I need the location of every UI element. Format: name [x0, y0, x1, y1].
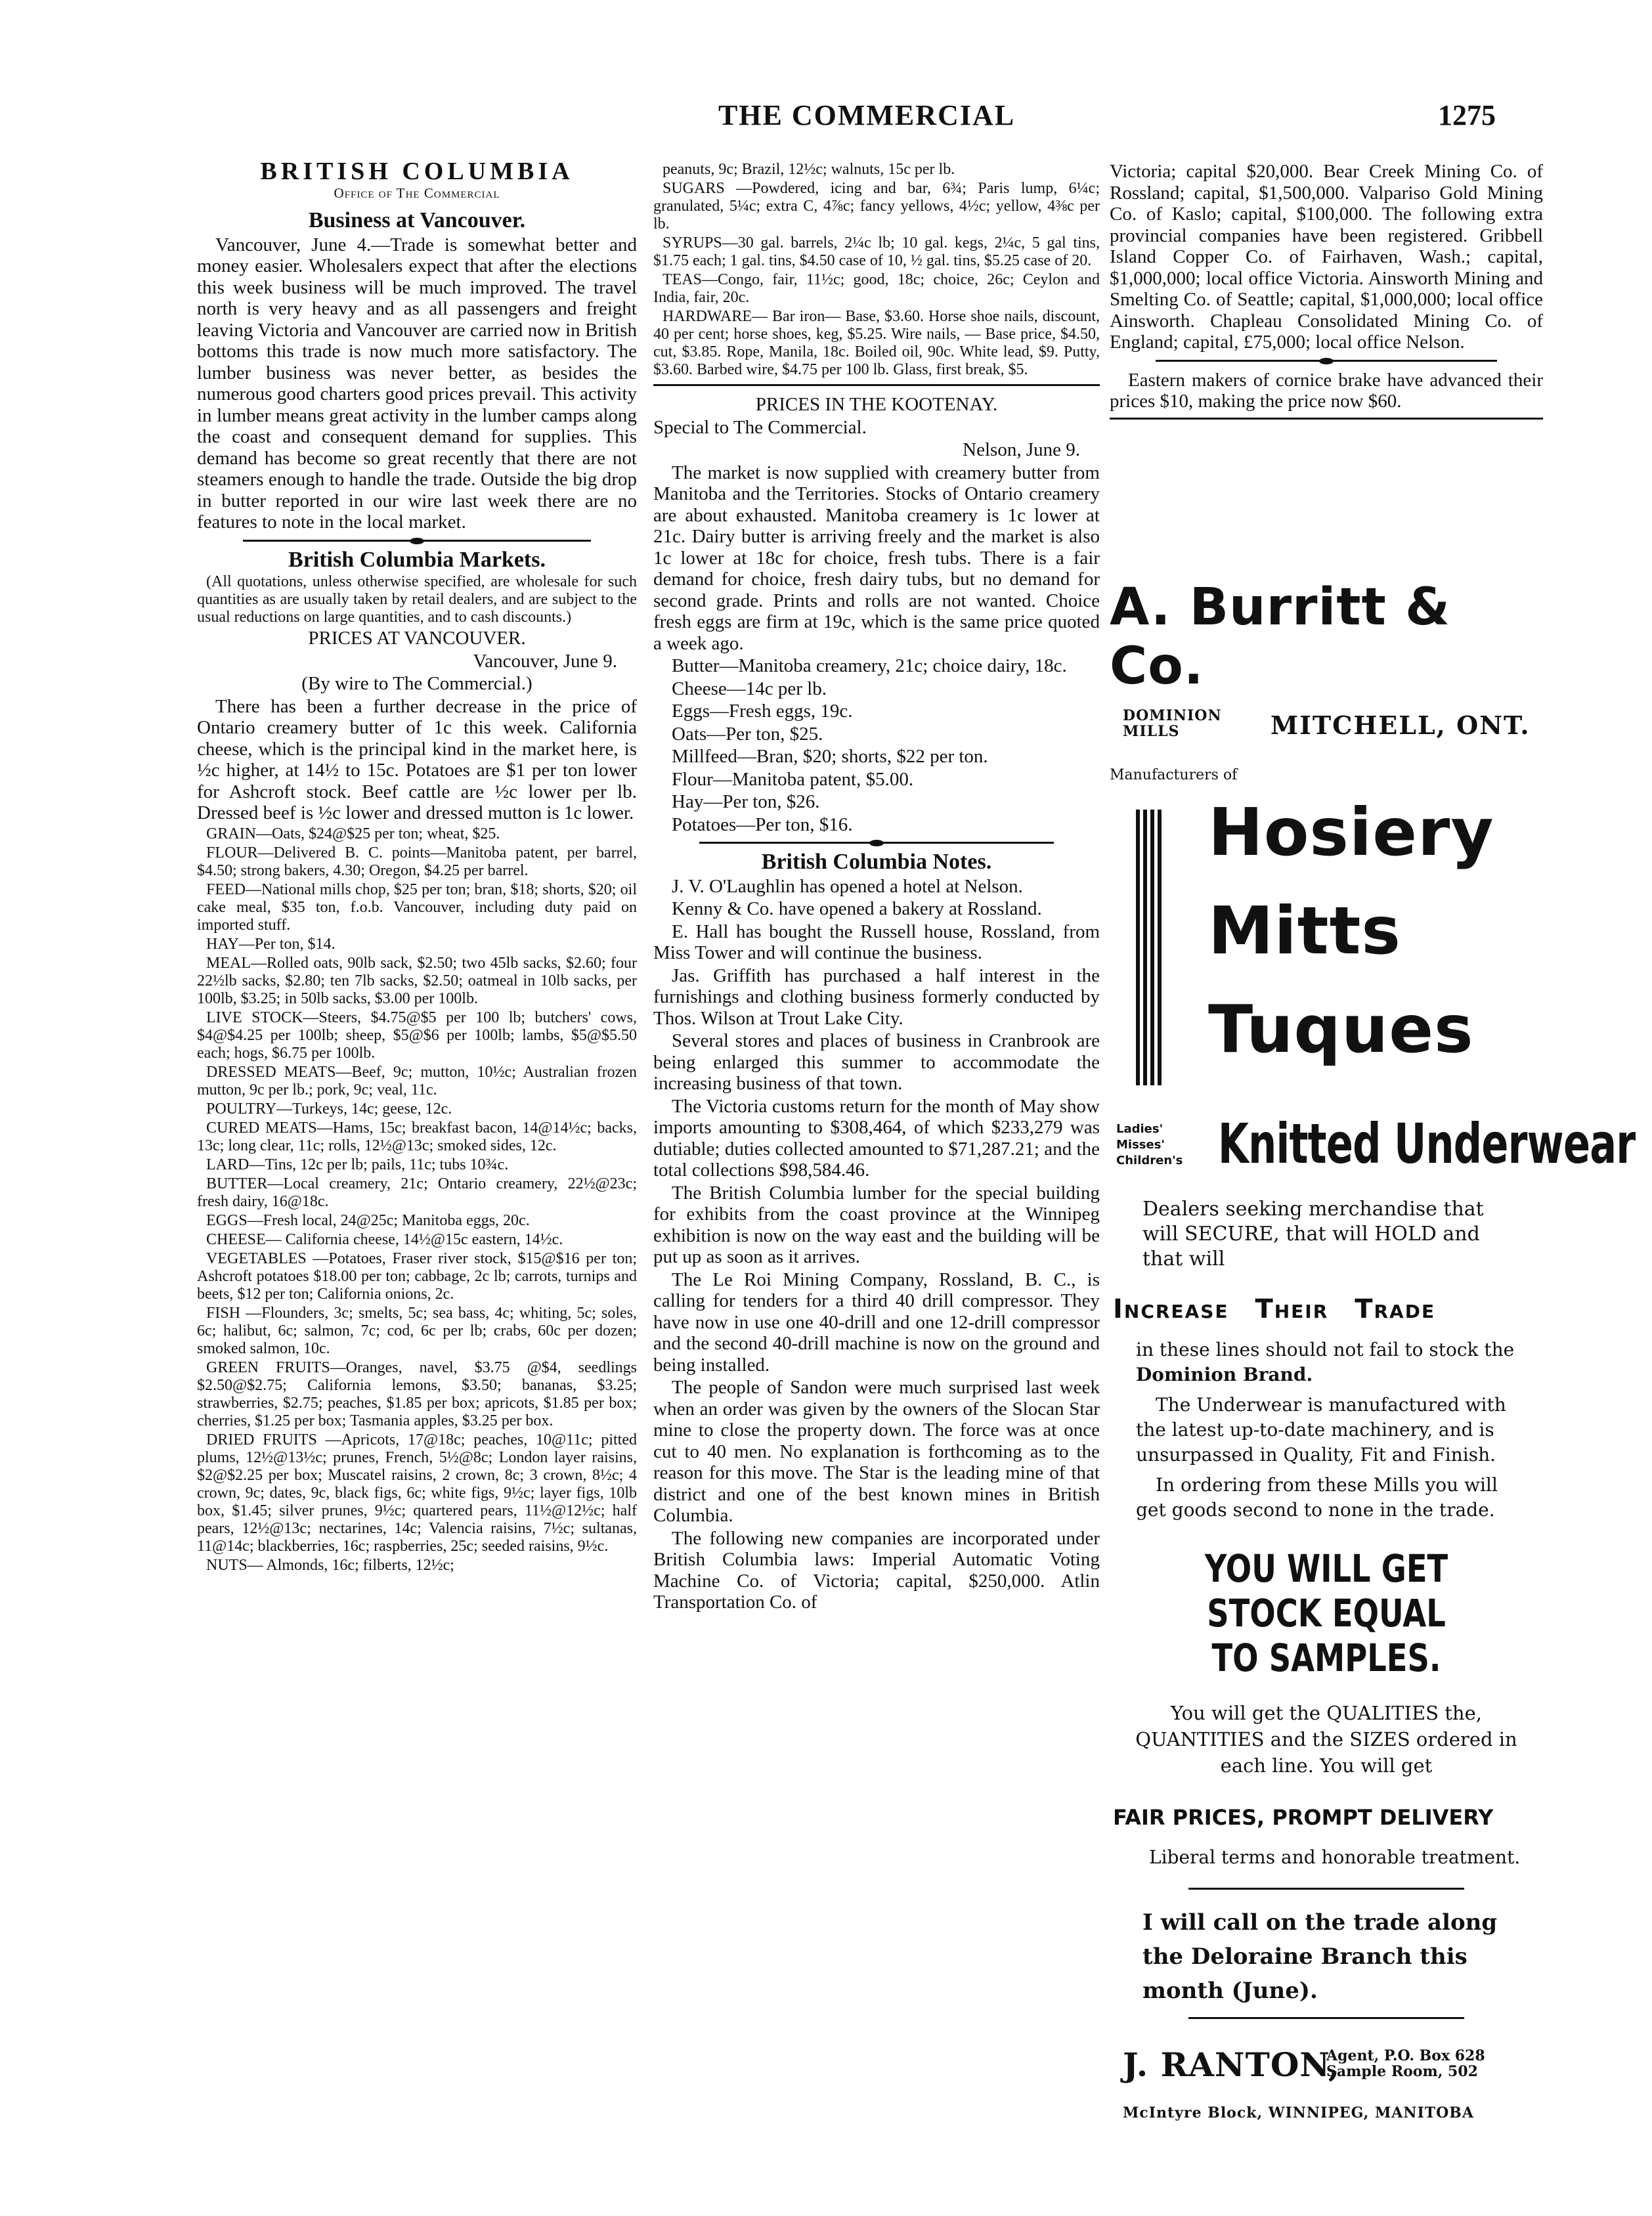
divider: [243, 540, 591, 542]
divider: [1110, 418, 1543, 420]
publication-title: THE COMMERCIAL: [718, 99, 1016, 131]
lines-text: [1136, 1337, 1530, 1387]
agent-row: [1110, 2045, 1543, 2104]
page-number: 1275: [1438, 99, 1496, 131]
quote-item: DRESSED MEATS—Beef, 9c; mutton, 10½c; Australian frozen mutton, 9c per lb.; pork, 9c; veal, 11c.: [197, 1063, 637, 1098]
business-vancouver-text: Vancouver, June 4.—Trade is somewhat better and money easier. Wholesalers expect that after the elections this week business will be much improved. The travel north is very heavy and as all passengers and freight leaving Victoria and Vancouver are carried now in British bottoms this trade is now much more satisfactory. The lumber business was never better, as besides the numerous good charters good prices prevail. This activity in lumber means great activity in the lumber camps along the coast and consequent demand for supplies. This demand has become so great recently that there are not steamers enough to handle the trade. Outside the big drop in butter reported in our wire last week there are no features to note in the local market.: [197, 234, 637, 532]
audience-list: [1116, 1121, 1183, 1169]
quote-item: CHEESE— California cheese, 14½@15c eastern, 14½c.: [206, 1230, 563, 1248]
kootenay-quote: Butter—Manitoba creamery, 21c; choice dairy, 18c.: [672, 655, 1067, 676]
decorative-bars: [1136, 810, 1162, 1085]
note-item: The Victoria customs return for the month of May show imports amounting to $308,464, of which $233,279 was dutiable; duties collected amounted to $71,287.21; and the total collections $98,584.46.: [653, 1095, 1100, 1181]
kootenay-quote: Eggs—Fresh eggs, 19c.: [672, 701, 853, 722]
kootenay-quote: Millfeed—Bran, $20; shorts, $22 per ton.: [672, 746, 988, 767]
quote-item: SUGARS —Powdered, icing and bar, 6¾; Paris lump, 6¼c; granulated, 5¼c; extra C, 4⅞c; fancy yellows, 4½c; yellow, 4⅜c per lb.: [653, 180, 1100, 232]
quote-item: HARDWARE— Bar iron— Base, $3.60. Horse shoe nails, discount, 40 per cent; horse shoes, keg, $5.25. Wire nails, — Base price, $4.50, cut, $3.85. Rope, Manila, 18c. Boiled oil, 90c. White lead, $9. Putty, $3.60. Barbed wire, $4.75 per 100 lb. Glass, first break, $5.: [653, 308, 1100, 378]
kootenay-quote: Oats—Per ton, $25.: [672, 723, 823, 745]
product-hosiery: Hosiery: [1208, 794, 1494, 871]
manufacturers-label: Manufacturers of: [1110, 767, 1238, 783]
quote-item: TEAS—Congo, fair, 11½c; good, 18c; choice, 26c; Ceylon and India, fair, 20c.: [653, 271, 1100, 306]
kootenay-quote: Cheese—14c per lb.: [672, 678, 827, 699]
divider: [653, 384, 1100, 386]
agent-name: J. RANTON,: [1123, 2045, 1341, 2084]
knitted-underwear: Knitted Underwear: [1218, 1112, 1636, 1176]
quote-item: HAY—Per ton, $14.: [206, 935, 336, 953]
kootenay-heading: PRICES IN THE KOOTENAY.: [755, 394, 998, 415]
quote-item: FISH —Flounders, 3c; smelts, 5c; sea bass, 4c; whiting, 5c; soles, 6c; halibut, 6c; salmon, 7c; cod, 6c per lb; crabs, 60c per dozen; smoked salmon, 10c.: [197, 1304, 637, 1357]
dominion-brand: Dominion Brand.: [1136, 1364, 1313, 1385]
section-title: BRITISH COLUMBIA: [260, 161, 574, 185]
fair-prices: FAIR PRICES, PROMPT DELIVERY: [1113, 1805, 1494, 1830]
agent-details: [1326, 2048, 1485, 2079]
quote-item: CURED MEATS—Hams, 15c; breakfast bacon, 14@14½c; backs, 13c; long clear, 11c; rolls, 12½@13c; smoked sides, 12c.: [197, 1119, 637, 1154]
kootenay-text: The market is now supplied with creamery butter from Manitoba and the Territories. Stocks of Ontario creamery are about exhausted. Manitoba creamery is 1c lower at 21c. Dairy butter is arriving freely and the market is also 1c lower at 18c for choice, fresh tubs. There is a fair demand for choice, fresh dairy tubs, but no demand for second grade. Prints and rolls are not wanted. Choice fresh eggs are firm at 19c, which is the same price quoted a week ago.: [653, 462, 1100, 654]
agent-line: Agent, P.O. Box 628: [1326, 2047, 1485, 2064]
agent-address: McIntyre Block, WINNIPEG, MANITOBA: [1123, 2104, 1474, 2121]
note-item: The following new companies are incorporated under British Columbia laws: Imperial Automatic Voting Machine Co. of Victoria; capital, $250,000. Atlin Transportation Co. of: [653, 1527, 1100, 1613]
note-item: The Le Roi Mining Company, Rossland, B. C., is calling for tenders for a third 40 drill compressor. They have now in use one 40-drill and one 12-drill compressor and the second 40-drill machine is now on the ground and being installed.: [653, 1269, 1100, 1376]
note-item: Several stores and places of business in Cranbrook are being enlarged this summer to accommodate the increasing business of that town.: [653, 1030, 1100, 1094]
mills-label: [1123, 708, 1222, 739]
stock-equal-headline: [1153, 1546, 1500, 1680]
note-item: The people of Sandon were much surprised last week when an order was given by the owners of the Slocan Star mine to close the property down. The force was at once cut to 40 men. No explanation is forthcoming as to the reason for this move. The Star is the leading mine of that district and one of the best known mines in British Columbia.: [653, 1377, 1100, 1526]
mills-line: MILLS: [1123, 723, 1180, 740]
mills-row: [1110, 708, 1543, 754]
divider: [1188, 1888, 1464, 1890]
product-mitts: Mitts: [1208, 892, 1401, 969]
quote-item: BUTTER—Local creamery, 21c; Ontario creamery, 22½@23c; fresh dairy, 16@18c.: [197, 1175, 637, 1210]
knitted-underwear-row: [1110, 1112, 1636, 1184]
quote-item: GREEN FRUITS—Oranges, navel, $3.75 @$4, seedlings $2.50@$2.75; California lemons, $3.50; bananas, $3.25; strawberries, $2.75; peaches, $1.85 per box; apricots, $1.85 per box; cherries, $1.25 per box; Tasmania apples, $3.25 per box.: [197, 1358, 637, 1429]
note-item: Jas. Griffith has purchased a half interest in the furnishings and clothing business formerly conducted by Thos. Wilson at Trout Lake City.: [653, 965, 1100, 1029]
audience-item: Ladies': [1116, 1122, 1163, 1136]
prices-dateline: Vancouver, June 9.: [473, 650, 617, 672]
stock-line: YOU WILL GET STOCK EQUAL: [1204, 1546, 1448, 1636]
dealers-text: Dealers seeking merchandise that will SECURE, that will HOLD and that will: [1142, 1198, 1484, 1271]
quote-item: POULTRY—Turkeys, 14c; geese, 12c.: [206, 1100, 452, 1118]
note-item: E. Hall has bought the Russell house, Rossland, from Miss Tower and will continue the business.: [653, 921, 1100, 963]
quote-item: MEAL—Rolled oats, 90lb sack, $2.50; two 45lb sacks, $2.60; four 22½lb sacks, $2.80; ten 7lb sacks, $2.50; oatmeal in 10lb sacks, per 100lb, $3.25; in 50lb sacks, $3.00 per 100lb.: [197, 954, 637, 1007]
kootenay-quote: Flour—Manitoba patent, $5.00.: [672, 768, 914, 790]
divider: [1156, 360, 1497, 362]
kootenay-quote: Hay—Per ton, $26.: [672, 791, 820, 812]
by-wire-line: (By wire to The Commercial.): [301, 673, 533, 694]
increase-trade: Increase Their Trade: [1113, 1294, 1436, 1324]
audience-item: Children's: [1116, 1154, 1183, 1167]
quote-item: FEED—National mills chop, $25 per ton; bran, $18; shorts, $20; oil cake meal, $35 ton, f.o.b. Vancouver, including duty paid on imported stuff.: [197, 880, 637, 934]
stock-line: TO SAMPLES.: [1211, 1636, 1441, 1680]
office-line: Office of The Commercial: [334, 185, 500, 201]
quote-item: VEGETABLES —Potatoes, Fraser river stock, $15@$16 per ton; Ashcroft potatoes $18.00 per ton; cabbage, 2c lb; carrots, turnips and beets, $12 per ton; California onions, 2c.: [197, 1249, 637, 1303]
underwear-text: The Underwear is manufactured with the latest up-to-date machinery, and is unsurpassed in Quality, Fit and Finish.: [1136, 1394, 1506, 1466]
quote-item: peanuts, 9c; Brazil, 12½c; walnuts, 15c per lb.: [663, 161, 955, 178]
audience-item: Misses': [1116, 1138, 1165, 1152]
advertiser-name: A. Burritt & Co.: [1110, 578, 1450, 696]
kootenay-special: Special to The Commercial.: [653, 416, 867, 438]
quote-item: EGGS—Fresh local, 24@25c; Manitoba eggs, 20c.: [206, 1211, 530, 1229]
quote-item: FLOUR—Delivered B. C. points—Manitoba patent, per barrel, $4.50; strong bakers, 4.30; Oregon, $4.25 per barrel.: [197, 844, 637, 879]
product-tuques: Tuques: [1208, 991, 1474, 1068]
notes-heading: British Columbia Notes.: [761, 850, 992, 874]
qualities-text: You will get the QUALITIES the, QUANTITIES and the SIZES ordered in each line. You will get: [1135, 1702, 1517, 1777]
ordering-text: In ordering from these Mills you will get goods second to none in the trade.: [1136, 1474, 1498, 1521]
markets-text: There has been a further decrease in the price of Ontario creamery butter of 1c this week. California cheese, which is the principal kind in the market here, is ½c higher, at 14½ to 15c. Potatoes are $1 per ton lower for Ashcroft stock. Beef cattle are ½c lower per lb. Dressed beef is ½c lower and dressed mutton is 1c lower.: [197, 695, 637, 823]
markets-heading: British Columbia Markets.: [288, 547, 546, 572]
call-notice: I will call on the trade along the Deloraine Branch this month (June).: [1142, 1909, 1498, 2004]
lines-pre: in these lines should not fail to stock the: [1136, 1339, 1515, 1360]
product-list: [1110, 796, 1543, 1105]
quote-item: LARD—Tins, 12c per lb; pails, 11c; tubs 10¾c.: [206, 1156, 509, 1173]
note-item: J. V. O'Laughlin has opened a hotel at Nelson.: [672, 875, 1023, 897]
divider: [1188, 2017, 1464, 2019]
column-3: [1110, 161, 1543, 568]
kootenay-dateline: Nelson, June 9.: [963, 439, 1080, 460]
quote-item: LIVE STOCK—Steers, $4.75@$5 per 100 lb; butchers' cows, $4@$4.25 per 100lb; sheep, $5@$6 per 100lb; lambs, $5@$5.50 each; hogs, $6.75 per 100lb.: [197, 1009, 637, 1062]
quote-item: SYRUPS—30 gal. barrels, 2¼c lb; 10 gal. kegs, 2¼c, 5 gal tins, $1.75 each; 1 gal. tins, $4.50 case of 10, ½ gal. tins, $5.25 case of 20.: [653, 234, 1100, 269]
kootenay-quote: Potatoes—Per ton, $16.: [672, 814, 853, 835]
column-1: [197, 161, 637, 2137]
quote-item: NUTS— Almonds, 16c; filberts, 12½c;: [206, 1556, 454, 1574]
divider: [699, 842, 1054, 844]
business-vancouver-heading: Business at Vancouver.: [308, 208, 526, 232]
quote-item: DRIED FRUITS —Apricots, 17@18c; peaches, 10@11c; pitted plums, 12½@13½c; prunes, French, 5½@8c; London layer raisins, $2@$2.25 per box; Muscatel raisins, 2 crown, 8c; 3 crown, 8½c; 4 crown, 9c; dates, 9c, black figs, 6c; white figs, 9½c; layer figs, 10lb box, $1.45; silver prunes, 9½c; quartered pears, 11½@12½c; half pears, 12½@13c; nectarines, 14c; Valencia raisins, 7½c; sultanas, 11@14c; blackberries, 16c; raspberries, 25c; seeded raisins, 9½c.: [197, 1431, 637, 1555]
column-2: [653, 161, 1100, 2137]
advertiser-town: MITCHELL, ONT.: [1271, 710, 1531, 740]
companies-continued: Victoria; capital $20,000. Bear Creek Mining Co. of Rossland; capital, $1,500,000. Valpariso Gold Mining Co. of Kaslo; capital, $100,000. The following extra provincial companies have been registered. Gribbell Island Copper Co. of Fairhaven, Wash.; capital, $1,000,000; local office Victoria. Ainsworth Mining and Smelting Co. of Seattle; capital, $1,000,000; local office Ainsworth. Chapleau Consolidated Mining Co. of England; capital, £75,000; local office Nelson.: [1110, 161, 1543, 353]
page-header: [0, 98, 1652, 138]
note-item: Kenny & Co. have opened a bakery at Rossland.: [672, 898, 1042, 919]
mills-line: DOMINION: [1123, 707, 1222, 724]
liberal-terms: Liberal terms and honorable treatment.: [1149, 1846, 1521, 1868]
agent-line: Sample Room, 502: [1326, 2063, 1478, 2080]
quote-item: GRAIN—Oats, $24@$25 per ton; wheat, $25.: [206, 825, 500, 842]
note-item: The British Columbia lumber for the special building for exhibits from the coast province at the Winnipeg exhibition is now on the way east and the building will be put up as soon as it arrives.: [653, 1182, 1100, 1267]
burritt-advertisement: [1110, 578, 1636, 2147]
markets-note: (All quotations, unless otherwise specified, are wholesale for such quantities as are usually taken by retail dealers, and are subject to the usual reductions on large quantities, and to cash discounts.): [197, 573, 637, 626]
prices-heading: PRICES AT VANCOUVER.: [308, 628, 526, 649]
cornice-note: Eastern makers of cornice brake have advanced their prices $10, making the price now $60.: [1110, 369, 1543, 412]
